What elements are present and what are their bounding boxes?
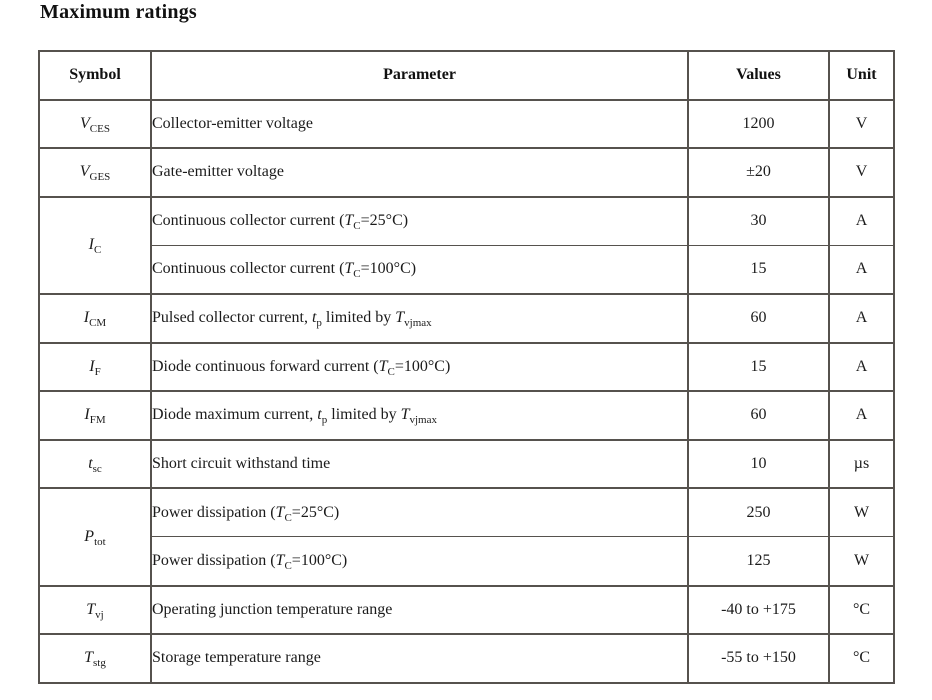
table-row — [39, 634, 894, 683]
parameter-cell: Short circuit withstand time — [151, 440, 688, 489]
unit-cell: A — [829, 294, 894, 343]
unit-cell: A — [829, 197, 894, 246]
table-row — [39, 586, 894, 635]
column-header-unit: Unit — [829, 51, 894, 100]
symbol-cell: $T_{vj}$ — [39, 586, 151, 635]
unit-cell: A — [829, 245, 894, 294]
unit-cell: V — [829, 100, 894, 149]
parameter-cell: Operating junction temperature range — [151, 586, 688, 635]
unit-cell: °C — [829, 634, 894, 683]
maximum-ratings-table — [38, 50, 895, 684]
value-cell: 60 — [688, 391, 829, 440]
unit-cell: µs — [829, 440, 894, 489]
value-cell: ±20 — [688, 148, 829, 197]
symbol-cell: $P_{tot}$ — [39, 488, 151, 585]
symbol-cell: $I_C$ — [39, 197, 151, 294]
table-row — [39, 294, 894, 343]
table-row — [39, 197, 894, 246]
value-cell: 15 — [688, 245, 829, 294]
parameter-cell: Power dissipation $(T_C=100^\circ C)$ — [151, 537, 688, 586]
symbol-cell: $t_{sc}$ — [39, 440, 151, 489]
column-header-values: Values — [688, 51, 829, 100]
parameter-cell: Diode maximum current, $t_p$ limited by $T_{vjmax}$ — [151, 391, 688, 440]
column-header-parameter: Parameter — [151, 51, 688, 100]
value-cell: -40 to +175 — [688, 586, 829, 635]
value-cell: 15 — [688, 343, 829, 392]
parameter-cell: Collector-emitter voltage — [151, 100, 688, 149]
parameter-cell: Pulsed collector current, $t_p$ limited by $T_{vjmax}$ — [151, 294, 688, 343]
table-row — [39, 537, 894, 586]
table-row — [39, 100, 894, 149]
value-cell: 60 — [688, 294, 829, 343]
unit-cell: W — [829, 488, 894, 537]
parameter-cell: Storage temperature range — [151, 634, 688, 683]
unit-cell: V — [829, 148, 894, 197]
symbol-cell: $V_{CES}$ — [39, 100, 151, 149]
table-row — [39, 391, 894, 440]
unit-cell: A — [829, 343, 894, 392]
value-cell: 250 — [688, 488, 829, 537]
symbol-cell: $T_{stg}$ — [39, 634, 151, 683]
parameter-cell: Gate-emitter voltage — [151, 148, 688, 197]
table-row — [39, 440, 894, 489]
symbol-cell: $V_{GES}$ — [39, 148, 151, 197]
table-row — [39, 488, 894, 537]
parameter-cell: Power dissipation $(T_C=25^\circ C)$ — [151, 488, 688, 537]
header-row — [39, 51, 894, 100]
symbol-cell: $I_{CM}$ — [39, 294, 151, 343]
table-row — [39, 245, 894, 294]
parameter-cell: Continuous collector current $(T_C=100^\circ C)$ — [151, 245, 688, 294]
symbol-cell: $I_F$ — [39, 343, 151, 392]
unit-cell: W — [829, 537, 894, 586]
symbol-cell: $I_{FM}$ — [39, 391, 151, 440]
value-cell: 10 — [688, 440, 829, 489]
page-title: Maximum ratings — [40, 1, 197, 23]
unit-cell: A — [829, 391, 894, 440]
value-cell: 1200 — [688, 100, 829, 149]
value-cell: -55 to +150 — [688, 634, 829, 683]
value-cell: 125 — [688, 537, 829, 586]
ratings-table-body — [39, 100, 894, 683]
unit-cell: °C — [829, 586, 894, 635]
parameter-cell: Diode continuous forward current $(T_C=100^\circ C)$ — [151, 343, 688, 392]
table-row — [39, 148, 894, 197]
column-header-symbol: Symbol — [39, 51, 151, 100]
value-cell: 30 — [688, 197, 829, 246]
parameter-cell: Continuous collector current $(T_C=25^\circ C)$ — [151, 197, 688, 246]
table-header — [39, 51, 894, 100]
table-row — [39, 343, 894, 392]
